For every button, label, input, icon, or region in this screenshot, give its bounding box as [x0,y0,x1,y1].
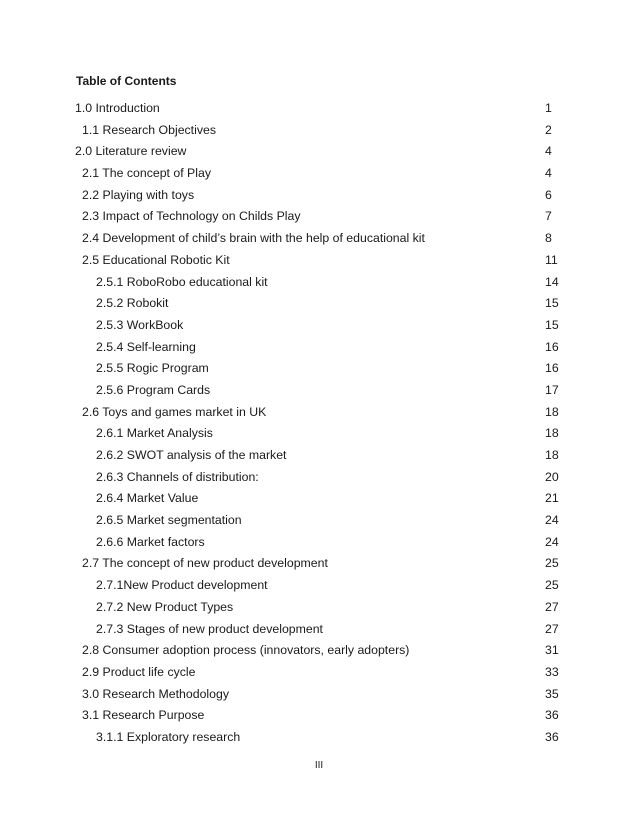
toc-entry-page-number: 36 [545,708,559,723]
toc-entry-page-number: 24 [545,534,559,549]
toc-entry-page-number: 18 [545,448,559,462]
toc-entry[interactable] [0,293,638,315]
toc-entry-label: 2.1 The concept of Play [82,166,211,181]
toc-entry[interactable] [0,380,638,402]
toc-entry-label: 2.5.1 RoboRobo educational kit [96,274,268,289]
toc-entry[interactable] [0,315,638,337]
toc-entry-page-number: 4 [545,144,552,159]
toc-entry-page-number: 11 [545,252,558,267]
toc-entry-page-number: 14 [545,274,559,289]
toc-entry-label: 2.7.3 Stages of new product development [96,621,323,636]
toc-entry[interactable] [0,619,638,641]
toc-entry[interactable] [0,120,638,142]
toc-entry[interactable] [0,141,638,163]
toc-entry[interactable] [0,250,638,272]
toc-entry[interactable] [0,402,638,424]
toc-entry[interactable] [0,597,638,619]
toc-entry[interactable] [0,705,638,727]
toc-entry-label: 2.7.2 New Product Types [96,599,234,614]
toc-entry-page-number: 1 [545,101,552,115]
toc-entry-label: 2.6.1 Market Analysis [96,426,213,441]
toc-entry-page-number: 21 [545,491,559,506]
toc-entry-page-number: 25 [545,578,559,593]
toc-entry[interactable] [0,423,638,445]
toc-entry-page-number: 17 [545,382,559,397]
toc-entry-label: 2.2 Playing with toys [82,187,195,202]
toc-entry[interactable] [0,228,638,250]
toc-entry-page-number: 16 [545,339,559,354]
toc-entry-page-number: 18 [545,404,559,419]
toc-entry-label: 2.5.4 Self-learning [96,339,196,354]
toc-entry-label: 2.5.2 Robokit [96,296,169,311]
toc-entry[interactable] [0,727,638,749]
toc-entry-page-number: 31 [545,643,559,658]
toc-entry[interactable] [0,640,638,662]
toc-entry-label: 3.1.1 Exploratory research [96,729,241,744]
toc-entry-page-number: 35 [545,686,559,701]
toc-entry-label: 2.5.6 Program Cards [96,382,211,397]
toc-entry-page-number: 4 [545,166,552,181]
toc-entry-page-number: 27 [545,599,559,614]
toc-entry-page-number: 33 [545,664,559,679]
toc-entry-page-number: 2 [545,122,552,137]
toc-entry-label: 2.6.5 Market segmentation [96,513,242,528]
toc-entry[interactable] [0,185,638,207]
toc-entry-label: 2.6.2 SWOT analysis of the market [96,448,287,462]
toc-entry-page-number: 16 [545,361,559,376]
toc-heading: Table of Contents [76,74,177,88]
toc-entry-page-number: 18 [545,426,559,441]
toc-entry-label: 3.0 Research Methodology [82,686,229,701]
toc-entry[interactable] [0,163,638,185]
toc-entry-label: 2.7.1New Product development [96,578,268,593]
toc-entry-label: 3.1 Research Purpose [82,708,205,723]
toc-entry-page-number: 25 [545,556,559,571]
toc-entry-page-number: 27 [545,621,559,636]
toc-entry-page-number: 36 [545,729,559,744]
toc-entry-label: 2.6 Toys and games market in UK [82,404,267,419]
toc-entry[interactable] [0,358,638,380]
toc-entry-label: 2.5 Educational Robotic Kit [82,252,230,267]
toc-entry-label: 1.0 Introduction [75,101,160,115]
toc-entry[interactable] [0,510,638,532]
toc-entry-label: 2.9 Product life cycle [82,664,196,679]
toc-entry-label: 2.8 Consumer adoption process (innovators, early adopters) [82,643,410,658]
toc-entry[interactable] [0,98,638,120]
toc-entry-page-number: 7 [545,209,552,224]
toc-entry-label: 2.7 The concept of new product development [82,556,328,571]
toc-entry-page-number: 24 [545,513,559,528]
toc-entry[interactable] [0,684,638,706]
toc-entry[interactable] [0,662,638,684]
toc-entry-label: 1.1 Research Objectives [82,122,216,137]
toc-entry-page-number: 20 [545,469,559,484]
toc-entry-label: 2.6.3 Channels of distribution: [96,469,259,484]
toc-entry-label: 2.5.3 WorkBook [96,317,184,332]
toc-entry[interactable] [0,532,638,554]
toc-entry-label: 2.6.6 Market factors [96,534,205,549]
toc-entry-label: 2.4 Development of child’s brain with the help of educational kit [82,231,425,246]
toc-entry[interactable] [0,337,638,359]
toc-entry[interactable] [0,467,638,489]
toc-entry-page-number: 15 [545,317,559,332]
toc-entry-page-number: 6 [545,187,552,202]
toc-entry[interactable] [0,575,638,597]
toc-entry-label: 2.0 Literature review [75,144,187,159]
toc-entry-page-number: 15 [545,296,559,311]
toc-list [0,98,638,749]
toc-entry-label: 2.3 Impact of Technology on Childs Play [82,209,301,224]
toc-entry[interactable] [0,553,638,575]
toc-entry-label: 2.5.5 Rogic Program [96,361,209,376]
toc-entry[interactable] [0,272,638,294]
toc-entry[interactable] [0,445,638,467]
toc-entry[interactable] [0,488,638,510]
toc-entry-page-number: 8 [545,231,552,246]
toc-entry[interactable] [0,206,638,228]
page-number-footer: III [314,760,324,771]
toc-entry-label: 2.6.4 Market Value [96,491,199,506]
